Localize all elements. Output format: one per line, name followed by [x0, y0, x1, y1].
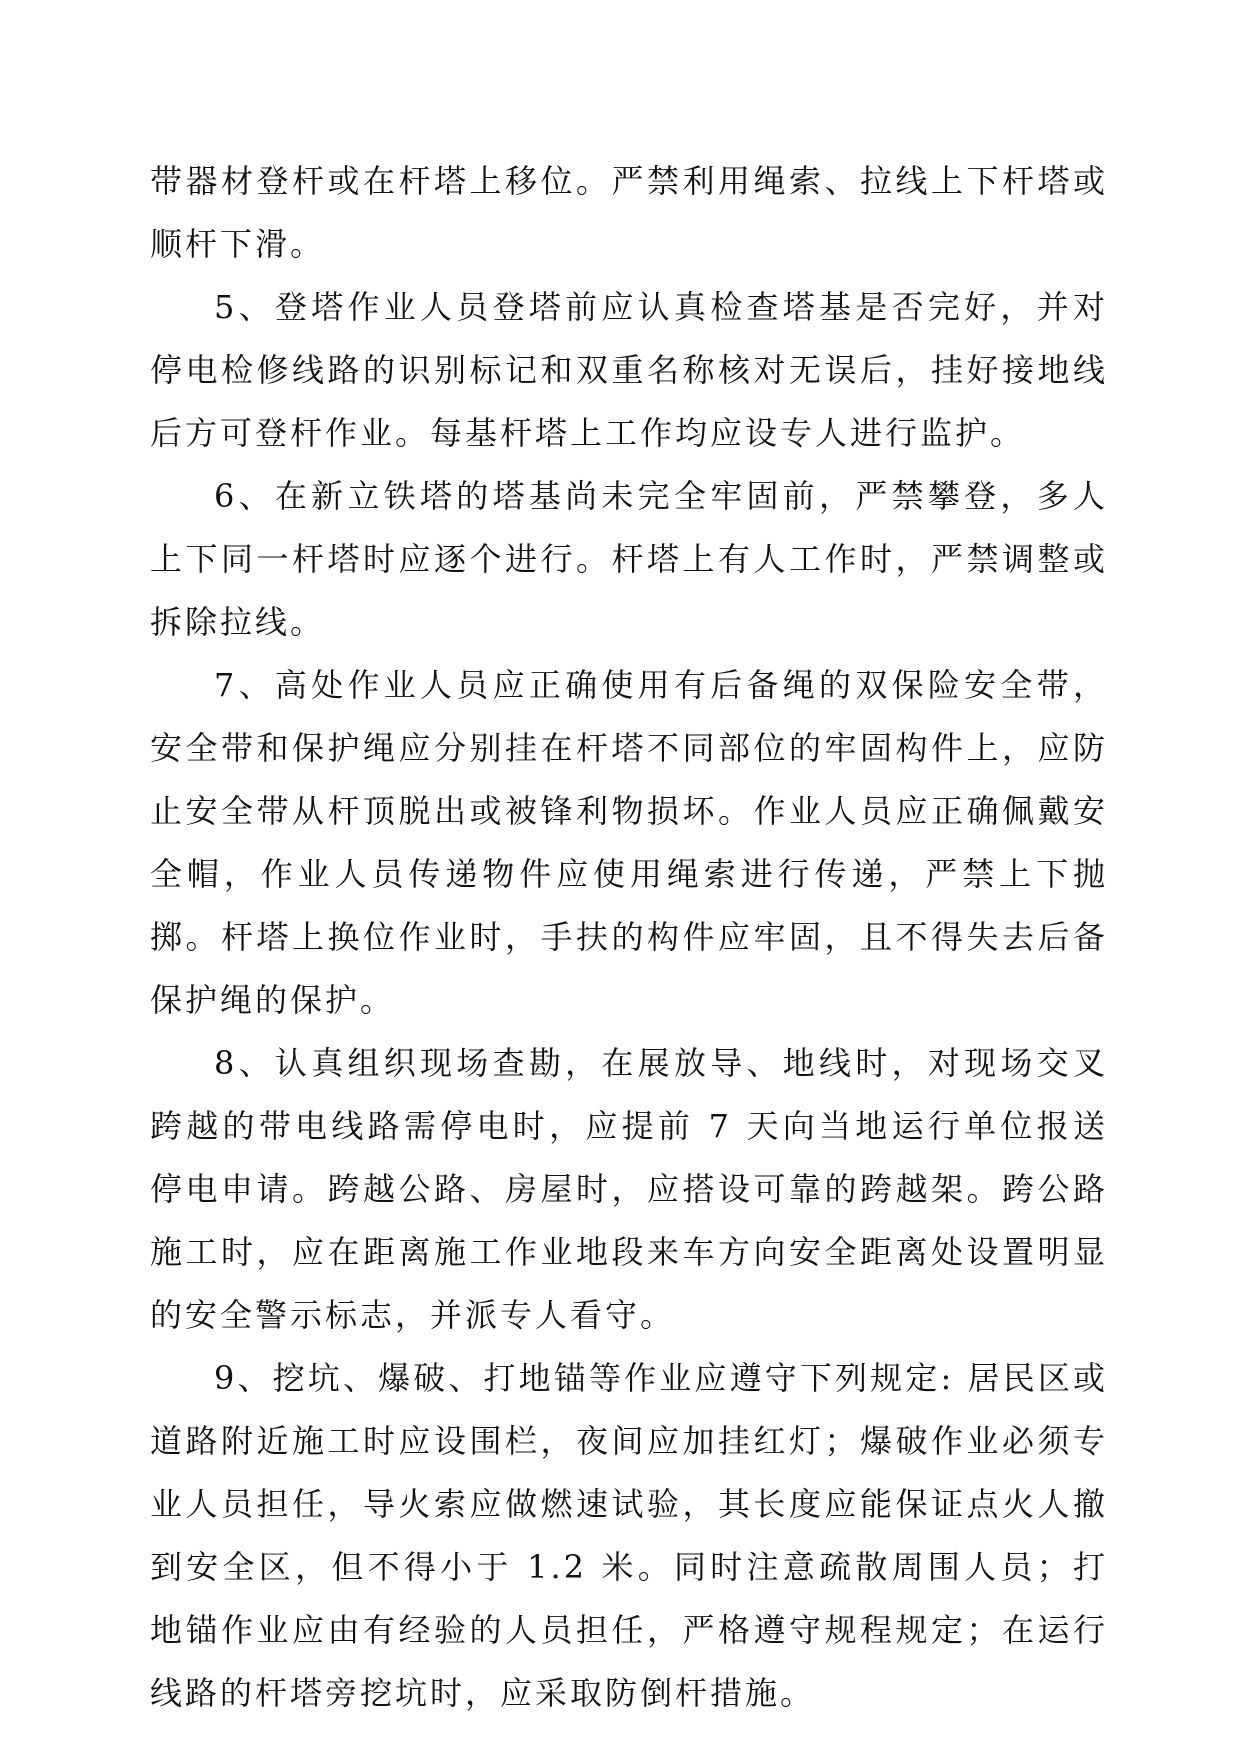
paragraph-item-6: 6、在新立铁塔的塔基尚未完全牢固前，严禁攀登，多人上下同一杆塔时应逐个进行。杆塔上有人工作时，严禁调整或拆除拉线。	[150, 477, 1108, 641]
paragraph-item-7: 7、高处作业人员应正确使用有后备绳的双保险安全带，安全带和保护绳应分别挂在杆塔不同部位的牢固构件上，应防止安全带从杆顶脱出或被锋利物损坏。作业人员应正确佩戴安全帽，作业人员传递物件应使用绳索进行传递，严禁上下抛掷。杆塔上换位作业时，手扶的构件应牢固，且不得失去后备保护绳的保护。	[150, 666, 1108, 1019]
paragraph-continued-4: 带器材登杆或在杆塔上移位。严禁利用绳索、拉线上下杆塔或顺杆下滑。	[150, 162, 1108, 263]
paragraph-item-9: 9、挖坑、爆破、打地锚等作业应遵守下列规定: 居民区或道路附近施工时应设围栏，夜间应加挂红灯；爆破作业必须专业人员担任，导火索应做燃速试验，其长度应能保证点火人撤到安全区，但不得小于 1.2 米。同时注意疏散周围人员；打地锚作业应由有经验的人员担任，严格遵守规程规定；在运行线路的杆塔旁挖坑时，应采取防倒杆措施。	[150, 1359, 1108, 1712]
paragraph-item-5: 5、登塔作业人员登塔前应认真检查塔基是否完好，并对停电检修线路的识别标记和双重名称核对无误后，挂好接地线后方可登杆作业。每基杆塔上工作均应设专人进行监护。	[150, 288, 1108, 452]
document-body	[150, 150, 1108, 1725]
paragraph-item-8: 8、认真组织现场查勘，在展放导、地线时，对现场交叉跨越的带电线路需停电时，应提前 7 天向当地运行单位报送停电申请。跨越公路、房屋时，应搭设可靠的跨越架。跨公路施工时，应在距离施工作业地段来车方向安全距离处设置明显的安全警示标志，并派专人看守。	[150, 1044, 1108, 1334]
